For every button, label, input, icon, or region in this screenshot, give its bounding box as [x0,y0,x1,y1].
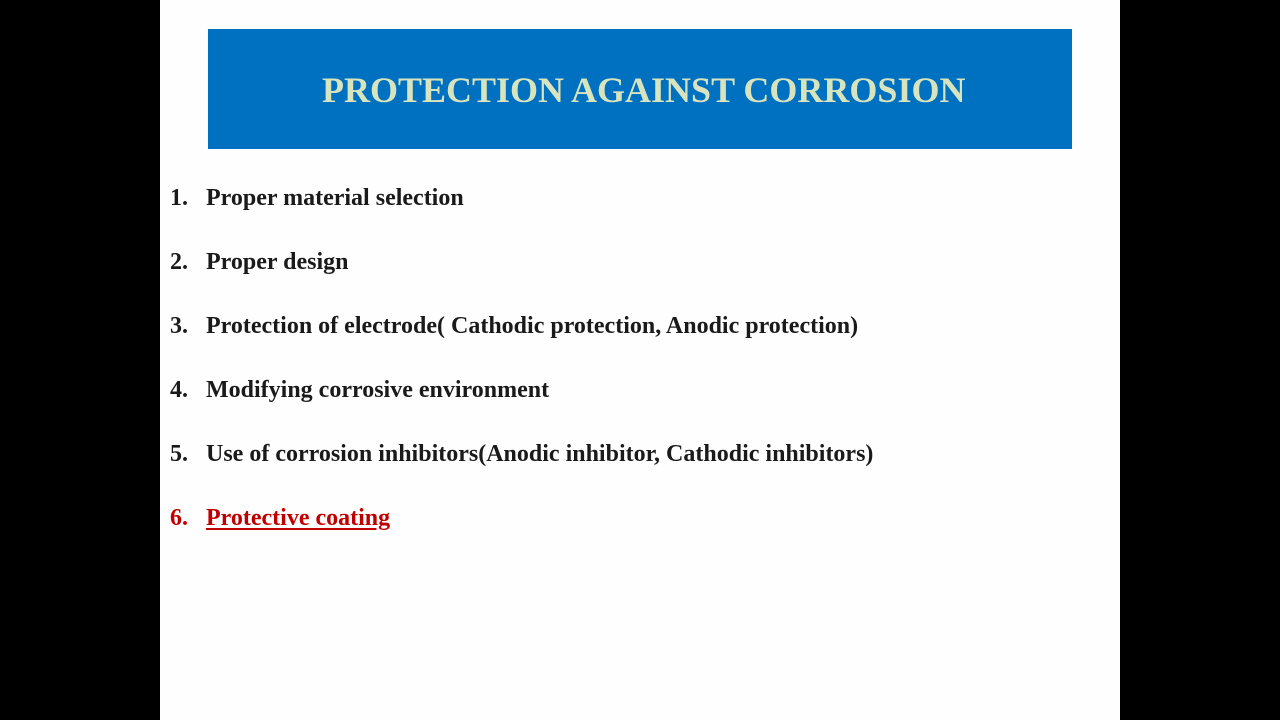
list-item [170,310,858,342]
slide-title: PROTECTION AGAINST CORROSION [322,70,966,110]
list-item-text: Modifying corrosive environment [206,377,550,403]
list-item-text: Proper material selection [206,185,464,211]
list-item-number: 5. [170,441,188,467]
protective-coating-link[interactable]: Protective coating [206,505,391,531]
list-item-number: 4. [170,377,188,403]
slide [160,0,1120,720]
list-item-number: 3. [170,313,188,339]
list-item [170,374,549,406]
list-item-number: 2. [170,249,188,275]
protection-methods-list [160,0,1120,720]
list-item-text: Use of corrosion inhibitors(Anodic inhibitor, Cathodic inhibitors) [206,441,874,467]
list-item-number: 6. [170,505,188,531]
list-item [170,246,348,278]
list-item-highlighted [170,502,390,534]
list-item-text: Protection of electrode( Cathodic protection, Anodic protection) [206,313,859,339]
list-item [170,438,873,470]
list-item [170,182,464,214]
list-item-number: 1. [170,185,188,211]
list-item-text: Proper design [206,249,349,275]
